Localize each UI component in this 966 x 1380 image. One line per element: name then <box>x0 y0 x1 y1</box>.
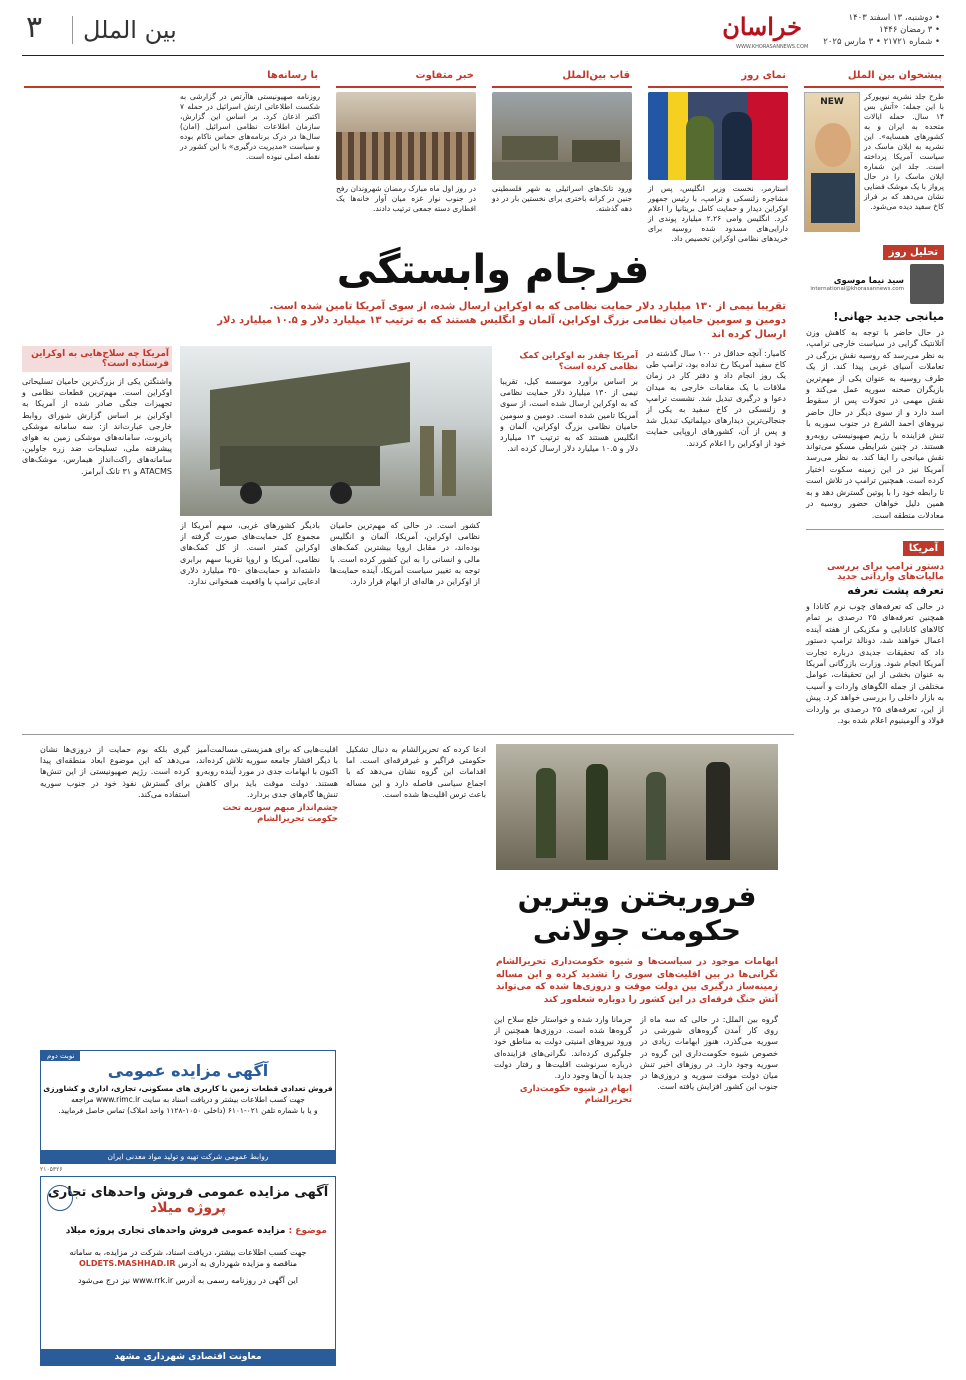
date-block <box>823 12 940 48</box>
tanks-jenin-image <box>492 92 632 180</box>
ad2-line3: این آگهی در روزنامه رسمی به آدرس www.rrk.ir نیز درج می‌شود <box>78 1276 298 1285</box>
strip-text: ورود تانک‌های اسرائیلی به شهر فلسطینی جنین در کرانه باختری برای نخستین بار در دو دهه گذشته. <box>492 184 632 213</box>
strip-tag: پیشخوان بین الملل <box>804 70 944 88</box>
strip-text: طرح جلد نشریه نیویورکر با این جمله: «آتش بس ۱۴ سال. حمله ایالات متحده به ایران و به کشورهای همسایه». این نشریه به ایلان ماسک در سیاست آمریکا پرداخته است. جلد این شماره ایلان ماسک را در حال پرواز با یک موشک فضایی نشان می‌دهد که بر فراز کاخ سفید دیده می‌شود. <box>864 92 944 211</box>
sidebar-title: آمریکا چه سلاح‌هایی به اوکراین فرستاده است؟ <box>22 346 172 372</box>
strip-item <box>648 70 788 243</box>
syria-lead: ابهامات موجود در سیاست‌ها و شیوه حکومت‌داری تحریرالشام نگرانی‌ها در بین اقلیت‌های سوری را تشدید کرده و این مساله زمینه‌ساز درگیری بین دولت موقت و دروزی‌ها شده که می‌تواند آتش جنگ فرقه‌ای در این کشور را دوباره شعله‌ور کند <box>496 957 778 1005</box>
syria-photo <box>496 744 778 870</box>
newspaper-logo: خراسان <box>722 12 802 41</box>
logo-url: WWW.KHORASANNEWS.COM <box>736 44 809 50</box>
rafah-iftar-image <box>336 92 476 180</box>
starmer-zelensky-image <box>648 92 788 180</box>
ad2-site: OLDETS.MASHHAD.IR <box>78 1259 176 1268</box>
ad1-line2: جهت کسب اطلاعات بیشتر و دریافت اسناد به سایت www.rimc.ir مراجعه <box>71 1095 305 1104</box>
main-col-1: کامیار: آنچه حداقل در ۱۰۰ سال گذشته در کاخ سفید آمریکا رخ نداده بود، ترامپ طی یک روز انجام داد و دفتر کار در زمان ملاقات با یک مقامات خارجی به میدان دعوا و درگیری تبدیل شد. نشست ترامپ و زلنسکی در کاخ سفید به یکی از جنجالی‌ترین دیدارهای دیپلماتیک تبدیل شد و پس از آن، کشورهای اروپایی حمایت خود از اوکراین را اعلام کردند. <box>646 349 786 448</box>
strip-text: روزنامه صهیونیستی هاآرتص در گزارشی به شکست اطلاعاتی ارتش اسرائیل در حمله ۷ اکتبر اذعان کرد. بر اساس این گزارش، سازمان اطلاعات نظامی اسرائیل (امان) سال‌ها در درک برنامه‌های حماس ناکام بوده و سیاست «مدیریت درگیری» با این کشور در نقطه اصلی نبوده است. <box>180 92 320 161</box>
ad2-subject: مزایده عمومی فروش واحدهای تجاری پروژه میلاد <box>65 1226 286 1236</box>
date-line: • شماره ۲۱۷۲۱ • ۳ مارس ۲۰۲۵ <box>823 37 940 47</box>
america-title: تعرفه پشت تعرفه <box>847 583 944 597</box>
date-line: • دوشنبه، ۱۳ اسفند ۱۴۰۳ <box>848 13 940 23</box>
syria-headline-2: حکومت جولانی <box>532 914 742 947</box>
strip-tag: قاب بین‌الملل <box>492 70 632 88</box>
syria-col-d-body: اقلیت‌هایی که برای همزیستی مسالمت‌آمیز با دیگر اقشار جامعه سوریه تلاش کرده‌اند، اکنون با ابهامات جدی در مورد آینده روبه‌رو هستند. دولت موقت باید برای کاهش تنش‌ها گام‌های جدی بردارد. <box>196 745 338 799</box>
mashhad-logo-icon <box>47 1185 73 1211</box>
syria-col-a: گروه بین الملل: در حالی که سه ماه از روی کار آمدن گروه‌های شورشی در سوریه می‌گذرد، هنوز ابهامات زیادی در خصوص شیوه حکومت‌داری این گروه در سوریه وجود دارد. در روزهای اخیر تنش میان دولت موقت سوریه و دروزی‌ها در جنوب این کشور افزایش یافته است. <box>640 1015 778 1092</box>
strip-tag: نمای روز <box>648 70 788 88</box>
ad1-title: آگهی مزایده عمومی <box>107 1061 269 1080</box>
section-name: بین الملل <box>72 16 177 44</box>
syria-col-b <box>494 1014 632 1360</box>
ad2-line2: مناقصه و مزایده شهرداری به آدرس <box>178 1259 298 1268</box>
analysis-title: میانجی جدید جهانی! <box>833 310 944 323</box>
sidebar-body: واشنگتن یکی از بزرگ‌ترین حامیان تسلیحاتی اوکراین است. مهم‌ترین قطعات نظامی و تجهیزات جنگی صادر شده از آمریکا به اوکراین بر اساس گزارش شورای روابط خارجی عبارت‌اند از: سه سامانه موشکی پاتریوت، سامانه‌های موشکی زمین به هوای پیشرفته ملی، تسلیحات ضد زره جاولین، سامانه‌های راکت‌انداز هیمارس، موشک‌های ATACMS و ۳۱ تانک آبرامز. <box>22 377 172 476</box>
analysis-tag: تحلیل روز <box>883 245 944 260</box>
page-number: ۳ <box>26 10 43 45</box>
main-col-4: بادیگر کشورهای غربی، سهم آمریکا از مجموع کل حمایت‌های صورت گرفته از اوکراین کمتر است. از کل کمک‌های نظامی، آمریکا و اروپا تقریبا سهم برابری داشته‌اند و حمایت‌های ۳۵۰ میلیارد دلاری ادعایی ترامپ با واقعیت همخوانی ندارد. <box>180 521 320 587</box>
ad2-line1: جهت کسب اطلاعات بیشتر، دریافت اسناد، شرکت در مزایده، به سامانه <box>69 1248 307 1257</box>
strip-text: استارمر، نخست وزیر انگلیس، پس از مشاجره زلنسکی و ترامپ، با رئیس جمهور اوکراین دیدار و حمایت کامل بریتانیا را اعلام کرد. انگلیس وامی ۲.۲۶ میلیارد پوندی از دارایی‌های مسدود شده روسیه برای خریدهای نظامی اوکراین تخصیص داد. <box>648 184 788 243</box>
strip-text: در روز اول ماه مبارک رمضان شهروندان رفح در جنوب نوار غزه میان آوار خانه‌ها یک افطاری دسته جمعی ترتیب دادند. <box>336 184 476 213</box>
main-col-2-subhead: آمریکا چقدر به اوکراین کمک نظامی کرده است؟ <box>519 351 638 372</box>
strip-tag: با رسانه‌ها <box>24 70 320 88</box>
strip-item <box>24 70 320 240</box>
syria-subhead-2: چشم‌انداز مبهم سوریه تحت حکومت تحریرالشام <box>222 803 338 825</box>
magazine-cover-image: NEW <box>804 92 860 232</box>
main-lead-1: تقریبا نیمی از ۱۳۰ میلیارد دلار حمایت نظامی که به اوکراین ارسال شده، از سوی آمریکا تامین شده است. <box>269 301 786 312</box>
syria-headline-1: فروریختن ویترین <box>517 880 757 913</box>
main-col-2-body: بر اساس برآورد موسسه کیل، تقریبا نیمی از ۱۳۰ میلیارد دلار حمایت نظامی که به اوکراین ارسال شده است، از سوی آمریکا تامین شده است. دومین و سومین حامیان نظامی بزرگ اوکراین، آلمان و انگلیس هستند که به ترتیب ۱۳ میلیارد دلار و ۱۰.۵ میلیارد دلار ارسال کرده اند. <box>500 377 638 454</box>
section-divider <box>22 734 794 735</box>
america-subtitle: دستور ترامپ برای بررسی مالیات‌های وارداتی جدید <box>827 561 944 582</box>
top-strip <box>22 70 944 243</box>
himars-photo <box>180 346 492 516</box>
author-email: international@khorasannews.com <box>810 286 904 292</box>
syria-header <box>496 880 778 1006</box>
main-col-3: کشور است. در حالی که مهم‌ترین حامیان نظامی اوکراین، آمریکا، آلمان و انگلیس بوده‌اند، در مقابل اروپا بیشترین کمک‌های مالی و انسانی را به این کشور کرده است. با توجه به تغییر سیاست آمریکا، آینده حمایت‌ها از اوکراین در هاله‌ای از ابهام قرار دارد. <box>330 521 480 587</box>
weapons-sidebar <box>22 346 172 726</box>
ad1-code: ۲۱۰۵۳۲۶ <box>40 1166 63 1173</box>
syria-col-c: ادعا کرده که تحریرالشام به دنبال تشکیل حکومتی فراگیر و غیرفرقه‌ای است. اما اقدامات این گروه نشان می‌دهد که با اجماع سیاسی فاصله دارد و این مساله باعث ترس اقلیت‌ها شده است. <box>346 745 486 799</box>
strip-tag: خبر متفاوت <box>336 70 476 88</box>
ad1-tag: نوبت دوم <box>41 1051 80 1061</box>
auction-ad-2 <box>40 1176 336 1366</box>
main-article <box>200 246 786 342</box>
strip-item <box>492 70 632 240</box>
syria-subhead-1: ابهام در شیوه حکومت‌داری تحریرالشام <box>519 1084 632 1106</box>
right-column <box>806 240 944 726</box>
ad2-title-2: پروژه میلاد <box>149 1200 227 1216</box>
america-tag: آمریکا <box>903 541 944 556</box>
ad1-line1: فروش تعدادی قطعات زمین با کاربری های مسکونی، تجاری، اداری و کشاورزی <box>43 1084 333 1093</box>
ad1-line3: و یا با شماره تلفن ۰۲۱-۶۱۰۱ (داخلی ۱۰۵۰-۱۱۲۸ واحد املاک) تماس حاصل فرمایید. <box>58 1106 318 1115</box>
strip-item <box>336 70 476 240</box>
auction-ad-1 <box>40 1050 336 1164</box>
analysis-body: در حال حاضر با توجه به کاهش وزن آتلانتیک گرایی در سیاست خارجی ترامپ، به نظر می‌رسد که روسیه نقش بزرگی در تعاملات آسیای غربی پیدا کند. از یک طرف روسیه به عنوان یکی از مهم‌ترین بازیگران صحنه سوریه عمل می‌کند و نقش مهمی در تحولات پس از سقوط اسد دارد و از سوی دیگر در حال حاضر نیروهای احمد الشرع در جنوب سوریه با تنش فزاینده با رژیم صهیونیستی روبه‌رو هستند. در چنین شرایطی مسکو می‌تواند نقش میانجی را ایفا کند. به نظر می‌رسد آمریکا نیز در این زمینه سکوت اختیار کرده است. همچنین ترامپ در تلاش است تا رابطه خود را با پوتین گسترش دهد و به همین دلیل خواهان حضور روسیه در معادلات منطقه است. <box>806 328 944 520</box>
ad2-subject-label: موضوع : <box>288 1226 327 1236</box>
ad1-footer: روابط عمومی شرکت تهیه و تولید مواد معدنی ایران <box>41 1150 335 1163</box>
main-headline: فرجام وابستگی <box>336 247 650 293</box>
author-name: سید نیما موسوی <box>833 276 904 286</box>
page-header <box>22 8 944 56</box>
main-col-2 <box>500 348 638 724</box>
syria-col-b-body: جرمانا وارد شده و خواستار خلع سلاح این گروه‌ها شده است. دروزی‌ها همچنین از ورود نیروهای امنیتی دولت به مناطق خود جلوگیری کرده‌اند. نگرانی‌های فزاینده‌ای درباره سرنوشت اقلیت‌ها و رفتار دولت جدید با آن‌ها وجود دارد. <box>494 1015 632 1081</box>
author-photo <box>910 264 944 304</box>
date-line: • ۳ رمضان ۱۴۴۶ <box>879 25 940 35</box>
ad2-footer: معاونت اقتصادی شهرداری مشهد <box>41 1349 335 1365</box>
ad2-title-1: آگهی مزایده عمومی فروش واحدهای تجاری <box>47 1185 329 1200</box>
strip-item <box>804 70 944 240</box>
syria-col-d <box>196 744 338 1044</box>
main-lead-2: دومین و سومین حامیان نظامی بزرگ اوکراین، آلمان و انگلیس هستند که به ترتیب ۱۳ میلیارد دلار و ۱۰.۵ میلیارد دلار ارسال کرده اند <box>217 315 786 340</box>
america-body: در حالی که تعرفه‌های چوب نرم کانادا و همچنین تعرفه‌های ۲۵ درصدی بر تمام کالاهای کانادایی و مکزیکی از هفته آینده اعمال خواهند شد، دونالد ترامپ دستور داد که تحقیقات جدیدی درباره تجارت آمریکا انجام شود. وزارت بازرگانی آمریکا به عنوان بخشی از این تحقیقات، عوامل مختلفی از جمله الگوهای واردات و آسیب به بازار داخلی را بررسی خواهد کرد. پیش از این، تعرفه‌های ۲۵ درصدی بر واردات فولاد و آلومینیوم اعلام شده بود. <box>806 601 944 725</box>
syria-col-e: گیری بلکه بوم حمایت از دروزی‌ها نشان می‌دهد که این موضوع ابعاد منطقه‌ای پیدا کرده است. رژیم صهیونیستی از این تنش‌ها برای گسترش نفوذ خود در جنوب سوریه استفاده می‌کند. <box>40 745 190 799</box>
